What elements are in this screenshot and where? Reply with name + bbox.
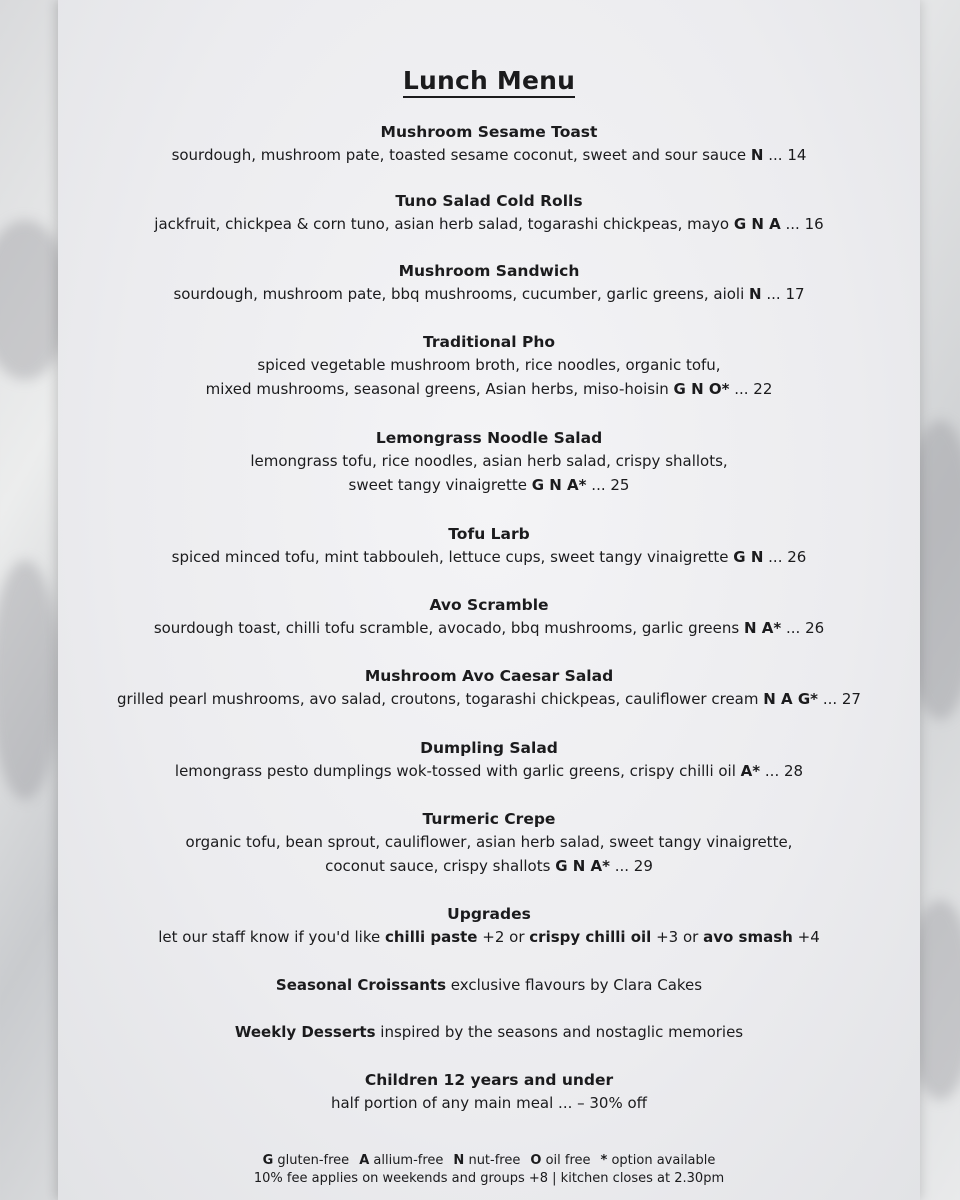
menu-item-price: ... 14 bbox=[768, 146, 807, 164]
menu-item-price: ... 27 bbox=[822, 690, 861, 708]
menu-item-name: Avo Scramble bbox=[429, 596, 549, 614]
children-section bbox=[58, 1069, 920, 1115]
menu-item-desc: sourdough, mushroom pate, toasted sesame coconut, sweet and sour sauce N ... 14 bbox=[171, 146, 807, 164]
dietary-tags: N A G* bbox=[763, 690, 819, 708]
menu-item-desc: sweet tangy vinaigrette G N A* ... 25 bbox=[348, 476, 630, 494]
footer-note: 10% fee applies on weekends and groups +8 | kitchen closes at 2.30pm bbox=[253, 1171, 725, 1186]
menu-item-price: ... 25 bbox=[591, 476, 630, 494]
menu-item bbox=[58, 427, 920, 497]
menu-item-desc: mixed mushrooms, seasonal greens, Asian herbs, miso-hoisin G N O* ... 22 bbox=[205, 380, 773, 398]
menu-item-desc: sourdough toast, chilli tofu scramble, avocado, bbq mushrooms, garlic greens N A* ... 26 bbox=[153, 619, 825, 637]
menu-item-desc: grilled pearl mushrooms, avo salad, croutons, togarashi chickpeas, cauliflower cream N A G* ... 27 bbox=[117, 690, 861, 708]
legend-entry: A allium-free bbox=[359, 1153, 444, 1168]
legend-entry: * option available bbox=[600, 1153, 716, 1168]
dietary-tags: G N A bbox=[733, 215, 781, 233]
menu-item-price: ... 22 bbox=[734, 380, 773, 398]
dietary-tags: A* bbox=[740, 762, 761, 780]
legend-entry: O oil free bbox=[530, 1153, 591, 1168]
menu-item-name: Tofu Larb bbox=[448, 525, 530, 543]
page-title: Lunch Menu bbox=[58, 66, 920, 95]
dietary-tags: G N A* bbox=[531, 476, 587, 494]
menu-item-price: ... 16 bbox=[785, 215, 824, 233]
croissants-line: Seasonal Croissants exclusive flavours by Clara Cakes bbox=[275, 976, 703, 994]
menu-item bbox=[58, 121, 920, 167]
menu-item-price: ... 28 bbox=[764, 762, 804, 780]
upgrades-desc: let our staff know if you'd like chilli paste +2 or crispy chilli oil +3 or avo smash +4 bbox=[158, 928, 820, 946]
menu-item-name: Dumpling Salad bbox=[420, 739, 558, 757]
menu-item bbox=[58, 665, 920, 711]
menu-item-desc: spiced minced tofu, mint tabbouleh, lettuce cups, sweet tangy vinaigrette G N ... 26 bbox=[171, 548, 807, 566]
legend-entry: G gluten-free bbox=[262, 1153, 350, 1168]
legend-entry: N nut-free bbox=[453, 1153, 521, 1168]
children-desc: half portion of any main meal ... – 30% off bbox=[330, 1094, 648, 1112]
menu-item-desc: sourdough, mushroom pate, bbq mushrooms, cucumber, garlic greens, aioli N ... 17 bbox=[173, 285, 805, 303]
menu-item-name: Tuno Salad Cold Rolls bbox=[395, 192, 583, 210]
menu-item-desc: organic tofu, bean sprout, cauliflower, asian herb salad, sweet tangy vinaigrette, bbox=[185, 833, 793, 851]
menu-item-desc: coconut sauce, crispy shallots G N A* ... 29 bbox=[325, 857, 653, 875]
legend bbox=[58, 1151, 920, 1170]
menu-item bbox=[58, 737, 920, 783]
dietary-tags: N bbox=[749, 285, 762, 303]
menu-item-price: ... 29 bbox=[614, 857, 653, 875]
menu-item-name: Traditional Pho bbox=[423, 333, 555, 351]
menu-item-desc: jackfruit, chickpea & corn tuno, asian herb salad, togarashi chickpeas, mayo G N A ... 16 bbox=[154, 215, 824, 233]
upgrades-heading: Upgrades bbox=[447, 905, 531, 923]
menu-item-name: Lemongrass Noodle Salad bbox=[375, 429, 603, 447]
menu-item-name: Mushroom Sandwich bbox=[398, 262, 580, 280]
menu-item bbox=[58, 331, 920, 401]
menu-item bbox=[58, 260, 920, 306]
menu-item-name: Mushroom Sesame Toast bbox=[380, 123, 598, 141]
dietary-tags: G N bbox=[733, 548, 764, 566]
desserts-line: Weekly Desserts inspired by the seasons and nostaglic memories bbox=[234, 1023, 744, 1041]
menu-item bbox=[58, 594, 920, 640]
menu-item-price: ... 17 bbox=[766, 285, 805, 303]
menu-item bbox=[58, 190, 920, 236]
menu-item bbox=[58, 808, 920, 878]
menu-item-price: ... 26 bbox=[768, 548, 807, 566]
menu-item-desc: lemongrass tofu, rice noodles, asian herb salad, crispy shallots, bbox=[250, 452, 728, 470]
dietary-tags: N A* bbox=[744, 619, 782, 637]
menu-item-price: ... 26 bbox=[786, 619, 825, 637]
dietary-tags: G N O* bbox=[673, 380, 730, 398]
menu-item-name: Mushroom Avo Caesar Salad bbox=[364, 667, 614, 685]
menu-item bbox=[58, 523, 920, 569]
menu-paper bbox=[58, 0, 920, 1200]
menu-item-name: Turmeric Crepe bbox=[422, 810, 556, 828]
dietary-tags: N bbox=[750, 146, 764, 164]
menu-item-desc: spiced vegetable mushroom broth, rice noodles, organic tofu, bbox=[257, 356, 721, 374]
dietary-tags: G N A* bbox=[555, 857, 610, 875]
children-heading: Children 12 years and under bbox=[364, 1071, 614, 1089]
menu-item-desc: lemongrass pesto dumplings wok-tossed with garlic greens, crispy chilli oil A* ... 28 bbox=[174, 762, 804, 780]
upgrades-section bbox=[58, 903, 920, 949]
